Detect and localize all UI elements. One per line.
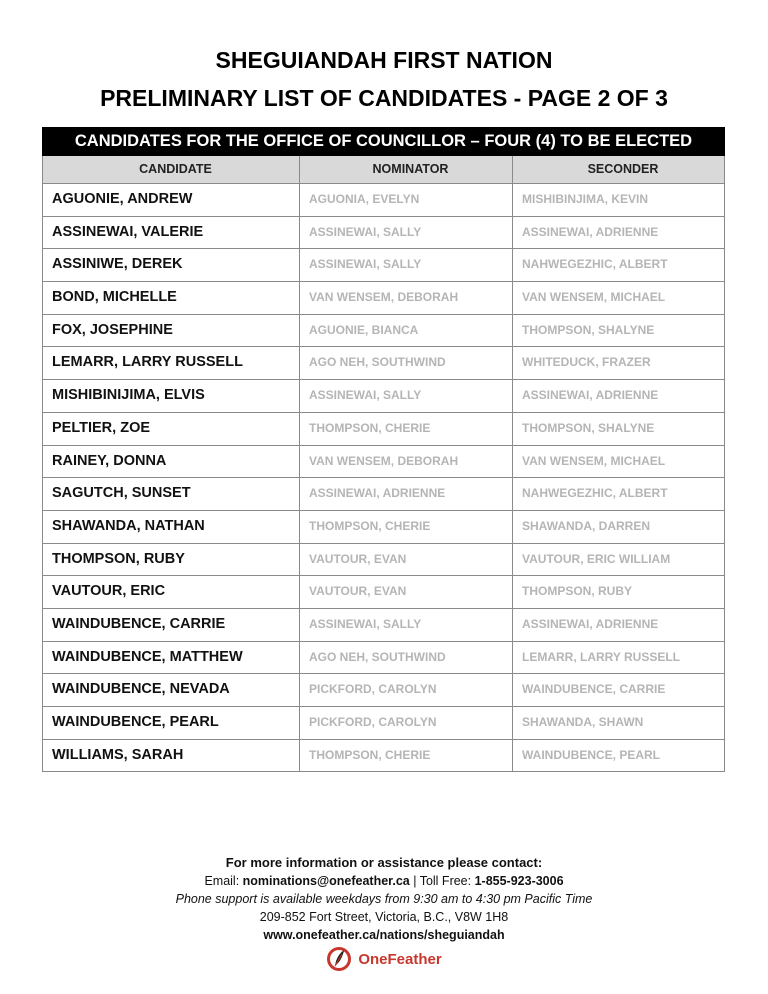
candidate-cell: THOMPSON, RUBY [43,544,300,576]
nominator-cell: ASSINEWAI, ADRIENNE [300,478,513,510]
nominator-cell: VAN WENSEM, DEBORAH [300,282,513,314]
candidate-cell: ASSINIWE, DEREK [43,249,300,281]
seconder-cell: SHAWANDA, SHAWN [522,715,644,729]
support-hours: Phone support is available weekdays from 9:30 am to 4:30 pm Pacific Time [175,892,593,906]
contact-line [0,872,768,890]
candidate-cell: WILLIAMS, SARAH [43,740,300,772]
nominator-cell: PICKFORD, CAROLYN [300,707,513,739]
table-row [42,315,725,348]
seconder-cell: SHAWANDA, DARREN [522,518,651,533]
nominator-cell: THOMPSON, CHERIE [300,511,513,543]
seconder-cell: NAHWEGEZHIC, ALBERT [522,257,668,272]
table-row [42,576,725,609]
table-row [42,674,725,707]
candidate-cell: RAINEY, DONNA [43,446,300,478]
seconder-cell: WAINDUBENCE, PEARL [522,747,661,762]
nominator-cell: VAUTOUR, EVAN [300,576,513,608]
nominator-cell: AGO NEH, SOUTHWIND [300,347,513,379]
candidate-cell: ASSINEWAI, VALERIE [43,217,300,249]
seconder-cell: VAN WENSEM, MICHAEL [522,290,666,305]
logo-text: OneFeather [358,950,442,968]
onefeather-logo [0,944,768,974]
nominator-cell: THOMPSON, CHERIE [300,740,513,772]
seconder-cell: THOMPSON, SHALYNE [522,420,655,435]
seconder-cell: VAUTOUR, ERIC WILLIAM [522,551,671,566]
table-row [42,446,725,479]
contact-footer [0,854,768,944]
table-row [42,707,725,740]
candidate-cell: AGUONIE, ANDREW [43,184,300,216]
candidate-cell: MISHIBINIJIMA, ELVIS [43,380,300,412]
email-link[interactable]: nominations@onefeather.ca [242,874,410,888]
column-header-nominator: NOMINATOR [300,156,513,183]
nominator-cell: PICKFORD, CAROLYN [300,674,513,706]
nominator-cell: AGUONIA, EVELYN [300,184,513,216]
candidate-cell: WAINDUBENCE, NEVADA [43,674,300,706]
seconder-cell: ASSINEWAI, ADRIENNE [522,224,659,239]
table-row [42,642,725,675]
seconder-cell: THOMPSON, RUBY [522,584,633,599]
nominator-cell: THOMPSON, CHERIE [300,413,513,445]
candidate-cell: BOND, MICHELLE [43,282,300,314]
page-title: SHEGUIANDAH FIRST NATION [215,47,553,73]
page-subtitle: PRELIMINARY LIST OF CANDIDATES - PAGE 2 OF 3 [100,85,668,111]
table-body [42,184,725,772]
candidate-cell: WAINDUBENCE, CARRIE [43,609,300,641]
seconder-cell: NAHWEGEZHIC, ALBERT [522,486,668,501]
nominator-cell: VAUTOUR, EVAN [300,544,513,576]
table-row [42,609,725,642]
seconder-cell: THOMPSON, SHALYNE [522,322,655,337]
candidate-cell: FOX, JOSEPHINE [43,315,300,347]
table-row [42,184,725,217]
seconder-cell: LEMARR, LARRY RUSSELL [522,649,681,664]
nominator-cell: ASSINEWAI, SALLY [300,217,513,249]
seconder-cell: ASSINEWAI, ADRIENNE [522,616,659,631]
table-row [42,249,725,282]
contact-lead: For more information or assistance please contact: [225,855,543,870]
table-row [42,347,725,380]
mailing-address: 209-852 Fort Street, Victoria, B.C., V8W 1H8 [259,910,509,924]
seconder-cell: WHITEDUCK, FRAZER [522,355,651,370]
seconder-cell: VAN WENSEM, MICHAEL [522,453,666,468]
table-row [42,478,725,511]
column-header-seconder: SECONDER [587,162,659,176]
table-row [42,511,725,544]
candidate-cell: SHAWANDA, NATHAN [43,511,300,543]
seconder-cell: ASSINEWAI, ADRIENNE [522,388,659,403]
candidate-cell: WAINDUBENCE, MATTHEW [43,642,300,674]
phone-number: 1-855-923-3006 [474,874,564,888]
nominator-cell: ASSINEWAI, SALLY [300,609,513,641]
website-link[interactable]: www.onefeather.ca/nations/sheguiandah [263,928,505,942]
table-row [42,740,725,773]
seconder-cell: MISHIBINJIMA, KEVIN [522,192,649,206]
column-header-candidate: CANDIDATE [43,156,300,183]
table-row [42,282,725,315]
nominator-cell: ASSINEWAI, SALLY [300,380,513,412]
nominator-cell: ASSINEWAI, SALLY [300,249,513,281]
table-title: CANDIDATES FOR THE OFFICE OF COUNCILLOR – FOUR (4) TO BE ELECTED [42,127,725,156]
candidate-cell: PELTIER, ZOE [43,413,300,445]
feather-icon [326,944,352,974]
toll-free-label: | Toll Free: [409,874,475,888]
candidates-table [42,127,725,772]
nominator-cell: VAN WENSEM, DEBORAH [300,446,513,478]
table-row [42,380,725,413]
candidate-cell: SAGUTCH, SUNSET [43,478,300,510]
table-row [42,413,725,446]
nominator-cell: AGUONIE, BIANCA [300,315,513,347]
table-row [42,217,725,250]
candidate-cell: VAUTOUR, ERIC [43,576,300,608]
email-label: Email: [204,874,243,888]
table-header-row [42,156,725,184]
candidate-cell: WAINDUBENCE, PEARL [43,707,300,739]
candidate-cell: LEMARR, LARRY RUSSELL [43,347,300,379]
nominator-cell: AGO NEH, SOUTHWIND [300,642,513,674]
table-row [42,544,725,577]
seconder-cell: WAINDUBENCE, CARRIE [522,682,666,697]
